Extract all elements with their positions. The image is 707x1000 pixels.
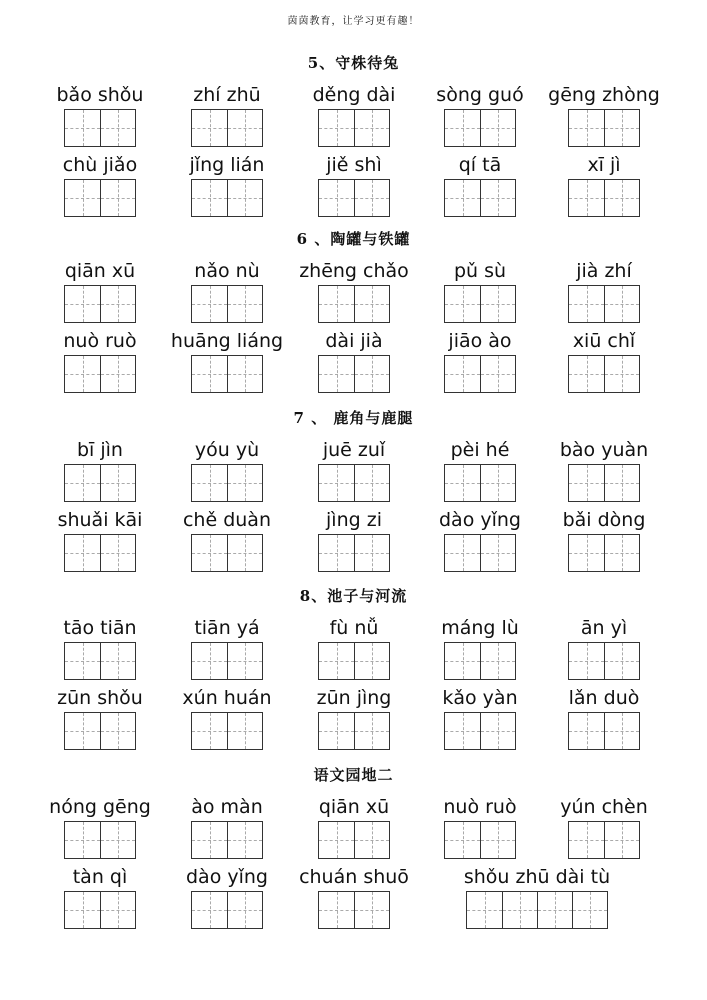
tian-zi-ge-box[interactable]: [445, 643, 480, 679]
tian-zi-ge-box[interactable]: [467, 892, 502, 928]
pinyin-label: chù jiǎo: [62, 154, 138, 176]
tian-zi-ge-box[interactable]: [319, 643, 354, 679]
word-item: [542, 440, 667, 505]
writing-grid: [568, 821, 640, 859]
tian-zi-ge-box[interactable]: [445, 286, 480, 322]
pinyin-label: jiě shì: [326, 154, 382, 176]
writing-grid: [64, 109, 136, 147]
tian-zi-ge-box[interactable]: [480, 180, 515, 216]
pinyin-label: gēng zhòng: [548, 84, 660, 106]
tian-zi-ge-box[interactable]: [100, 892, 135, 928]
tian-zi-ge-box[interactable]: [227, 643, 262, 679]
word-item: [165, 510, 290, 575]
writing-grid: [191, 821, 263, 859]
tian-zi-ge-box[interactable]: [569, 643, 604, 679]
word-item: [418, 155, 543, 220]
tian-zi-ge-box[interactable]: [480, 713, 515, 749]
tian-zi-ge-box[interactable]: [354, 535, 389, 571]
word-item: [292, 867, 417, 932]
word-item: [542, 261, 667, 326]
word-item: [542, 688, 667, 753]
pinyin-label: ào màn: [191, 796, 263, 818]
pinyin-label: děng dài: [312, 84, 396, 106]
word-item: [292, 155, 417, 220]
word-item: [292, 261, 417, 326]
tian-zi-ge-box[interactable]: [604, 713, 639, 749]
pinyin-label: nǎo nù: [194, 260, 260, 282]
writing-grid: [64, 534, 136, 572]
writing-grid: [568, 179, 640, 217]
pinyin-label: pǔ sù: [453, 260, 507, 282]
word-item: [38, 155, 163, 220]
writing-grid: [191, 712, 263, 750]
tian-zi-ge-box[interactable]: [227, 713, 262, 749]
tian-zi-ge-box[interactable]: [569, 356, 604, 392]
tian-zi-ge-box[interactable]: [445, 110, 480, 146]
word-item: [292, 510, 417, 575]
word-item: [418, 331, 543, 396]
tian-zi-ge-box[interactable]: [65, 180, 100, 216]
word-item: [292, 440, 417, 505]
writing-grid: [191, 355, 263, 393]
tian-zi-ge-box[interactable]: [502, 892, 537, 928]
writing-grid: [318, 534, 390, 572]
writing-grid: [444, 464, 516, 502]
tian-zi-ge-box[interactable]: [192, 892, 227, 928]
writing-grid: [466, 891, 608, 929]
tian-zi-ge-box[interactable]: [569, 180, 604, 216]
tian-zi-ge-box[interactable]: [65, 110, 100, 146]
tian-zi-ge-box[interactable]: [354, 465, 389, 501]
writing-grid: [64, 642, 136, 680]
tian-zi-ge-box[interactable]: [65, 535, 100, 571]
writing-grid: [191, 642, 263, 680]
pinyin-label: pèi hé: [450, 439, 510, 461]
tian-zi-ge-box[interactable]: [65, 713, 100, 749]
pinyin-label: dào yǐng: [439, 509, 521, 531]
pinyin-label: bī jìn: [77, 439, 123, 461]
pinyin-label: juē zuǐ: [322, 439, 386, 461]
writing-grid: [444, 821, 516, 859]
pinyin-label: shuǎi kāi: [57, 509, 143, 531]
pinyin-label: zūn jìng: [316, 687, 392, 709]
tian-zi-ge-box[interactable]: [319, 465, 354, 501]
writing-grid: [64, 285, 136, 323]
writing-grid: [318, 464, 390, 502]
tian-zi-ge-box[interactable]: [604, 110, 639, 146]
word-item: [38, 261, 163, 326]
pinyin-label: bào yuàn: [559, 439, 649, 461]
tian-zi-ge-box[interactable]: [227, 535, 262, 571]
pinyin-label: kǎo yàn: [442, 687, 518, 709]
pinyin-label: tāo tiān: [63, 617, 137, 639]
writing-grid: [318, 821, 390, 859]
pinyin-label: dào yǐng: [186, 866, 268, 888]
pinyin-label: shǒu zhū dài tù: [463, 866, 611, 888]
pinyin-label: zhēng chǎo: [299, 260, 409, 282]
tian-zi-ge-box[interactable]: [319, 535, 354, 571]
word-item: [165, 155, 290, 220]
pinyin-label: nóng gēng: [49, 796, 151, 818]
writing-grid: [64, 464, 136, 502]
pinyin-label: xún huán: [182, 687, 272, 709]
tian-zi-ge-box[interactable]: [192, 713, 227, 749]
writing-grid: [318, 109, 390, 147]
writing-grid: [444, 109, 516, 147]
writing-grid: [64, 179, 136, 217]
pinyin-label: jià zhí: [576, 260, 632, 282]
word-item: [38, 867, 163, 932]
writing-grid: [318, 355, 390, 393]
pinyin-label: jiāo ào: [448, 330, 512, 352]
pinyin-label: tàn qì: [72, 866, 128, 888]
pinyin-label: chě duàn: [182, 509, 271, 531]
writing-grid: [444, 355, 516, 393]
word-item: [165, 440, 290, 505]
tian-zi-ge-box[interactable]: [192, 180, 227, 216]
pinyin-label: huāng liáng: [170, 330, 284, 352]
tian-zi-ge-box[interactable]: [319, 822, 354, 858]
word-item: [38, 440, 163, 505]
tian-zi-ge-box[interactable]: [604, 535, 639, 571]
writing-grid: [444, 285, 516, 323]
tian-zi-ge-box[interactable]: [227, 356, 262, 392]
word-item: [38, 797, 163, 862]
tian-zi-ge-box[interactable]: [354, 713, 389, 749]
word-item: [165, 85, 290, 150]
word-item: [165, 867, 290, 932]
tian-zi-ge-box[interactable]: [354, 822, 389, 858]
pinyin-label: qiān xū: [64, 260, 136, 282]
pinyin-label: xiū chǐ: [572, 330, 636, 352]
tian-zi-ge-box[interactable]: [445, 822, 480, 858]
word-item: [292, 331, 417, 396]
tian-zi-ge-box[interactable]: [65, 892, 100, 928]
word-item: [165, 261, 290, 326]
pinyin-label: lǎn duò: [568, 687, 640, 709]
word-item: [418, 618, 543, 683]
tian-zi-ge-box[interactable]: [604, 286, 639, 322]
word-item: [542, 331, 667, 396]
word-item: [418, 440, 543, 505]
writing-grid: [568, 355, 640, 393]
pinyin-label: zhí zhū: [193, 84, 261, 106]
tian-zi-ge-box[interactable]: [569, 713, 604, 749]
tian-zi-ge-box[interactable]: [604, 643, 639, 679]
tian-zi-ge-box[interactable]: [354, 892, 389, 928]
tian-zi-ge-box[interactable]: [227, 180, 262, 216]
word-item: [292, 85, 417, 150]
word-item: [542, 797, 667, 862]
word-item: [165, 797, 290, 862]
tian-zi-ge-box[interactable]: [227, 465, 262, 501]
tian-zi-ge-box[interactable]: [192, 286, 227, 322]
pinyin-label: bǎi dòng: [562, 509, 646, 531]
word-item: [38, 510, 163, 575]
word-item: [418, 85, 543, 150]
tian-zi-ge-box[interactable]: [319, 110, 354, 146]
word-item: [38, 688, 163, 753]
tian-zi-ge-box[interactable]: [445, 356, 480, 392]
writing-grid: [318, 891, 390, 929]
tian-zi-ge-box[interactable]: [480, 286, 515, 322]
word-item: [292, 618, 417, 683]
word-item: [418, 797, 543, 862]
tian-zi-ge-box[interactable]: [227, 892, 262, 928]
tian-zi-ge-box[interactable]: [604, 465, 639, 501]
page-header: 茵茵教育，让学习更有趣！: [287, 16, 420, 27]
word-item: [38, 618, 163, 683]
tian-zi-ge-box[interactable]: [65, 286, 100, 322]
tian-zi-ge-box[interactable]: [480, 465, 515, 501]
tian-zi-ge-box[interactable]: [445, 180, 480, 216]
tian-zi-ge-box[interactable]: [480, 110, 515, 146]
word-item: [542, 155, 667, 220]
pinyin-label: dài jià: [325, 330, 383, 352]
pinyin-label: bǎo shǒu: [56, 84, 144, 106]
pinyin-label: yún chèn: [560, 796, 648, 818]
tian-zi-ge-box[interactable]: [569, 110, 604, 146]
tian-zi-ge-box[interactable]: [65, 643, 100, 679]
writing-grid: [444, 534, 516, 572]
section-title: 语文园地二: [313, 766, 394, 784]
writing-grid: [64, 355, 136, 393]
tian-zi-ge-box[interactable]: [227, 822, 262, 858]
tian-zi-ge-box[interactable]: [569, 535, 604, 571]
pinyin-label: yóu yù: [194, 439, 260, 461]
pinyin-label: jìng zi: [326, 509, 382, 531]
writing-grid: [444, 179, 516, 217]
word-item: [165, 618, 290, 683]
writing-grid: [318, 712, 390, 750]
section-title: 5、守株待兔: [307, 54, 400, 72]
pinyin-label: zūn shǒu: [57, 687, 143, 709]
writing-grid: [568, 712, 640, 750]
writing-grid: [568, 285, 640, 323]
writing-grid: [191, 179, 263, 217]
word-item: [38, 85, 163, 150]
pinyin-label: ān yì: [580, 617, 628, 639]
pinyin-label: nuò ruò: [443, 796, 517, 818]
tian-zi-ge-box[interactable]: [100, 180, 135, 216]
word-item: [165, 331, 290, 396]
word-item: [542, 85, 667, 150]
writing-grid: [444, 642, 516, 680]
word-item: [418, 510, 543, 575]
tian-zi-ge-box[interactable]: [65, 356, 100, 392]
tian-zi-ge-box[interactable]: [100, 643, 135, 679]
writing-grid: [568, 534, 640, 572]
tian-zi-ge-box[interactable]: [480, 643, 515, 679]
tian-zi-ge-box[interactable]: [445, 713, 480, 749]
tian-zi-ge-box[interactable]: [65, 822, 100, 858]
tian-zi-ge-box[interactable]: [569, 822, 604, 858]
tian-zi-ge-box[interactable]: [319, 892, 354, 928]
tian-zi-ge-box[interactable]: [227, 286, 262, 322]
tian-zi-ge-box[interactable]: [192, 465, 227, 501]
tian-zi-ge-box[interactable]: [227, 110, 262, 146]
pinyin-label: jǐng lián: [189, 154, 265, 176]
writing-grid: [568, 642, 640, 680]
tian-zi-ge-box[interactable]: [100, 356, 135, 392]
writing-grid: [318, 642, 390, 680]
tian-zi-ge-box[interactable]: [100, 110, 135, 146]
writing-grid: [64, 712, 136, 750]
tian-zi-ge-box[interactable]: [480, 822, 515, 858]
tian-zi-ge-box[interactable]: [65, 465, 100, 501]
tian-zi-ge-box[interactable]: [100, 465, 135, 501]
writing-grid: [64, 821, 136, 859]
tian-zi-ge-box[interactable]: [572, 892, 607, 928]
tian-zi-ge-box[interactable]: [354, 356, 389, 392]
pinyin-label: qiān xū: [318, 796, 390, 818]
pinyin-label: tiān yá: [194, 617, 260, 639]
writing-grid: [191, 464, 263, 502]
writing-grid: [568, 109, 640, 147]
writing-grid: [318, 285, 390, 323]
tian-zi-ge-box[interactable]: [192, 822, 227, 858]
pinyin-label: máng lù: [441, 617, 519, 639]
tian-zi-ge-box[interactable]: [445, 465, 480, 501]
pinyin-label: fù nǚ: [329, 617, 379, 639]
writing-grid: [444, 712, 516, 750]
tian-zi-ge-box[interactable]: [319, 180, 354, 216]
writing-grid: [191, 534, 263, 572]
tian-zi-ge-box[interactable]: [192, 535, 227, 571]
writing-grid: [191, 891, 263, 929]
tian-zi-ge-box[interactable]: [569, 465, 604, 501]
pinyin-label: qí tā: [458, 154, 502, 176]
tian-zi-ge-box[interactable]: [354, 180, 389, 216]
tian-zi-ge-box[interactable]: [319, 356, 354, 392]
tian-zi-ge-box[interactable]: [354, 286, 389, 322]
tian-zi-ge-box[interactable]: [354, 110, 389, 146]
tian-zi-ge-box[interactable]: [537, 892, 572, 928]
word-item: [292, 797, 417, 862]
word-item: [165, 688, 290, 753]
tian-zi-ge-box[interactable]: [100, 535, 135, 571]
word-item: [407, 867, 667, 932]
pinyin-label: nuò ruò: [63, 330, 137, 352]
tian-zi-ge-box[interactable]: [354, 643, 389, 679]
writing-grid: [568, 464, 640, 502]
tian-zi-ge-box[interactable]: [445, 535, 480, 571]
tian-zi-ge-box[interactable]: [569, 286, 604, 322]
word-item: [38, 331, 163, 396]
tian-zi-ge-box[interactable]: [319, 713, 354, 749]
tian-zi-ge-box[interactable]: [480, 356, 515, 392]
word-item: [542, 618, 667, 683]
tian-zi-ge-box[interactable]: [192, 643, 227, 679]
pinyin-label: chuán shuō: [299, 866, 409, 888]
writing-grid: [318, 179, 390, 217]
tian-zi-ge-box[interactable]: [604, 180, 639, 216]
tian-zi-ge-box[interactable]: [604, 356, 639, 392]
word-item: [418, 261, 543, 326]
word-item: [418, 688, 543, 753]
word-item: [292, 688, 417, 753]
section-title: 8、池子与河流: [299, 587, 408, 605]
writing-grid: [64, 891, 136, 929]
tian-zi-ge-box[interactable]: [604, 822, 639, 858]
writing-grid: [191, 109, 263, 147]
pinyin-label: xī jì: [587, 154, 621, 176]
pinyin-label: sòng guó: [436, 84, 524, 106]
tian-zi-ge-box[interactable]: [319, 286, 354, 322]
tian-zi-ge-box[interactable]: [100, 822, 135, 858]
writing-grid: [191, 285, 263, 323]
tian-zi-ge-box[interactable]: [192, 356, 227, 392]
section-title: 7 、 鹿角与鹿腿: [293, 409, 414, 427]
tian-zi-ge-box[interactable]: [100, 286, 135, 322]
section-title: 6 、陶罐与铁罐: [296, 230, 411, 248]
tian-zi-ge-box[interactable]: [192, 110, 227, 146]
word-item: [542, 510, 667, 575]
tian-zi-ge-box[interactable]: [100, 713, 135, 749]
tian-zi-ge-box[interactable]: [480, 535, 515, 571]
